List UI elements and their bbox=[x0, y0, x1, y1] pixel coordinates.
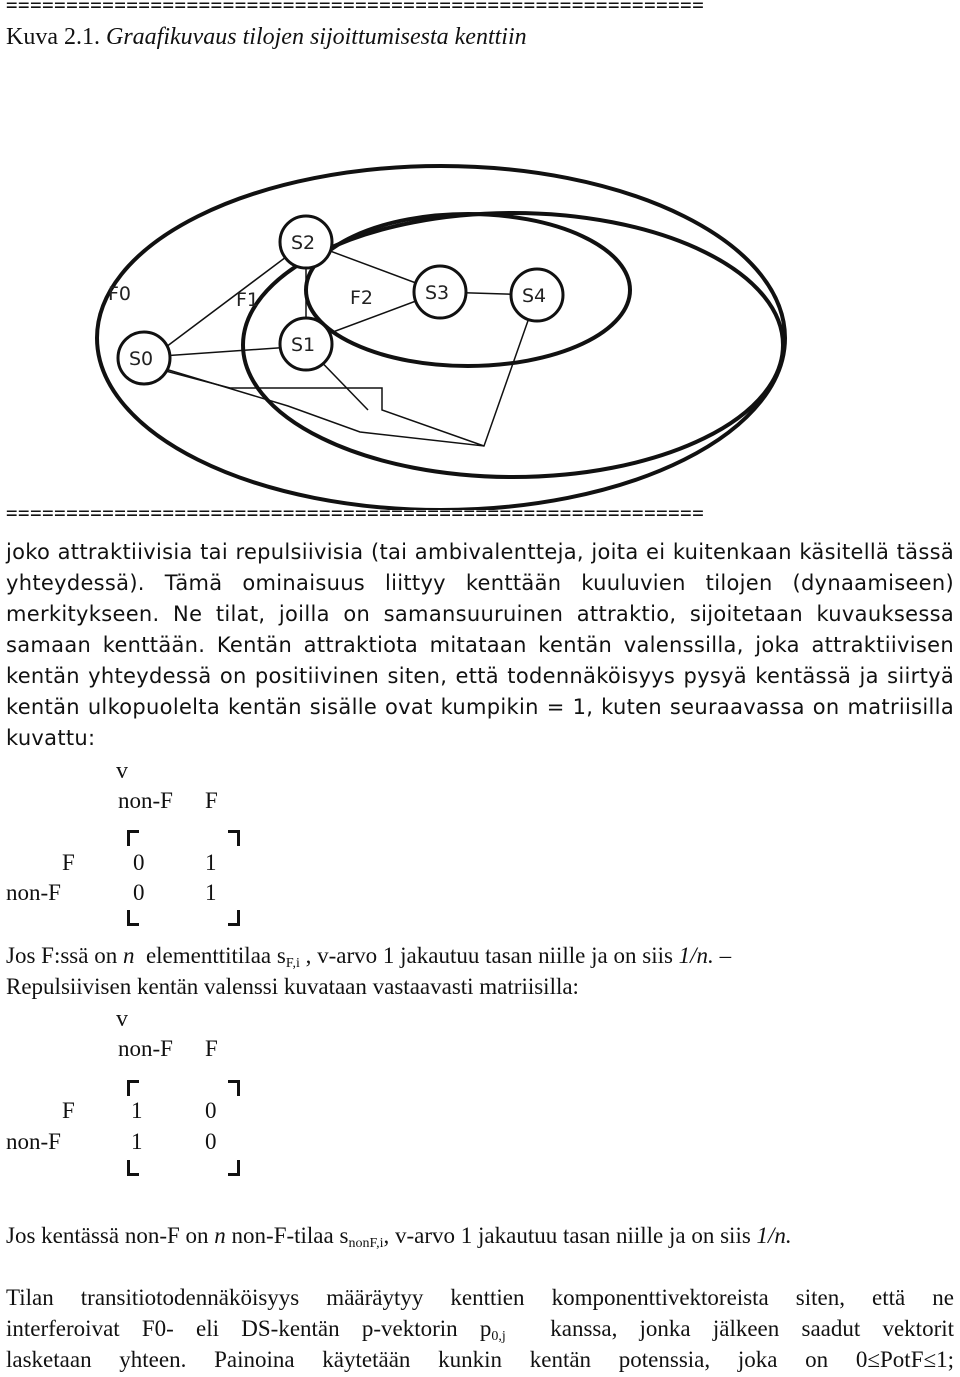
matrix-bracket bbox=[228, 1160, 240, 1176]
field-graph-figure bbox=[88, 80, 868, 510]
label-f2: F2 bbox=[350, 287, 374, 309]
text-italic: n bbox=[122, 943, 135, 968]
matrix-bracket bbox=[228, 1080, 240, 1096]
text-italic: 1/n. bbox=[678, 943, 714, 968]
matrix-bracket bbox=[127, 910, 139, 926]
label-s4: S4 bbox=[522, 285, 547, 307]
paragraph-line: kentän ulkopuolelta kentän sisälle ovat kumpikin = 1, kuten seuraavassa on matriisilla bbox=[6, 695, 954, 719]
label-f0: F0 bbox=[108, 283, 132, 305]
text-subscript: nonF,i bbox=[348, 1236, 384, 1251]
text-span: – bbox=[719, 943, 732, 968]
matrix-cell: 0 bbox=[205, 1129, 217, 1154]
matrix-row-label: F bbox=[62, 850, 75, 875]
paragraph-line: yhteydessä). Tämä ominaisuus liittyy kenttään kuuluvien tilojen (dynaamiseen) bbox=[6, 571, 954, 595]
matrix-bracket bbox=[127, 1160, 139, 1176]
matrix-cell: 1 bbox=[131, 1098, 143, 1123]
matrix-cell: 0 bbox=[133, 850, 145, 875]
paragraph-line: lasketaan yhteen. Painoina käytetään kunkin kentän potenssia, joka on 0≤PotF≤1; bbox=[6, 1347, 954, 1372]
figure-caption bbox=[6, 22, 527, 52]
caption-prefix: Kuva 2.1. bbox=[6, 24, 100, 50]
matrix-col-label: F bbox=[205, 1036, 218, 1061]
paragraph-line: kuvattu: bbox=[6, 726, 96, 750]
matrix-bracket bbox=[228, 910, 240, 926]
matrix-variable: v bbox=[116, 758, 128, 784]
text-span: , v-arvo 1 jakautuu tasan niille ja on siis bbox=[305, 943, 673, 968]
text-span: interferoivat F0- eli DS-kentän p-vektorin p bbox=[6, 1316, 492, 1341]
text-span: elementtitilaa s bbox=[145, 943, 286, 968]
text-span: non-F-tilaa s bbox=[231, 1223, 349, 1248]
matrix-row-label: non-F bbox=[6, 1129, 61, 1154]
paragraph-line bbox=[6, 1221, 792, 1259]
text-italic: 1/n. bbox=[756, 1223, 792, 1248]
paragraph-line: Tilan transitiotodennäköisyys määräytyy kenttien komponenttivektoreista siten, että ne bbox=[6, 1285, 954, 1310]
label-s2: S2 bbox=[291, 232, 316, 254]
text-span: , v-arvo 1 jakautuu tasan niille ja on siis bbox=[383, 1223, 751, 1248]
label-s1: S1 bbox=[291, 334, 316, 356]
label-s0: S0 bbox=[129, 348, 154, 370]
text-span: Jos F:ssä on bbox=[6, 943, 118, 968]
matrix-cell: 0 bbox=[205, 1098, 217, 1123]
matrix-cell: 0 bbox=[133, 880, 145, 905]
text-subscript: 0,j bbox=[491, 1329, 506, 1344]
text-span: kanssa, jonka jälkeen saadut vektorit bbox=[550, 1316, 955, 1341]
edge-s0-s4 bbox=[162, 295, 537, 446]
edge-s0-branch bbox=[162, 370, 484, 446]
matrix-col-label: non-F bbox=[118, 788, 173, 813]
paragraph-line: Repulsiivisen kentän valenssi kuvataan vastaavasti matriisilla: bbox=[6, 974, 579, 999]
matrix-row-label: non-F bbox=[6, 880, 61, 905]
paragraph-line: samaan kenttään. Kentän attraktiota mitataan kentän valenssilla, joka attraktiivisen bbox=[6, 633, 954, 657]
text-subscript: F,i bbox=[285, 956, 300, 971]
label-s3: S3 bbox=[425, 282, 450, 304]
caption-title: Graafikuvaus tilojen sijoittumisesta kenttiin bbox=[105, 24, 527, 50]
paragraph-line: kentän yhteydessä on positiivinen siten, että todennäköisyys pysyä kentässä ja siirtyä bbox=[6, 664, 954, 688]
bottom-separator: ========================================================== bbox=[6, 502, 705, 524]
matrix-col-label: F bbox=[205, 788, 218, 813]
matrix-row-label: F bbox=[62, 1098, 75, 1123]
text-span: Jos kentässä non-F on bbox=[6, 1223, 209, 1248]
top-separator: ========================================================== bbox=[6, 0, 705, 16]
matrix-bracket bbox=[228, 830, 240, 846]
matrix-cell: 1 bbox=[205, 880, 217, 905]
matrix-col-label: non-F bbox=[118, 1036, 173, 1061]
paragraph-line: merkitykseen. Ne tilat, joilla on samansuuruinen attraktio, sijoitetaan kuvauksessa bbox=[6, 602, 954, 626]
matrix-cell: 1 bbox=[205, 850, 217, 875]
matrix-bracket bbox=[127, 830, 139, 846]
paragraph-line: joko attraktiivisia tai repulsiivisia (tai ambivalentteja, joita ei kuitenkaan käsitellä tässä bbox=[6, 540, 954, 564]
label-f1: F1 bbox=[236, 289, 260, 311]
matrix-cell: 1 bbox=[131, 1129, 143, 1154]
matrix-bracket bbox=[127, 1080, 139, 1096]
matrix-variable: v bbox=[116, 1006, 128, 1032]
text-italic: n bbox=[214, 1223, 226, 1248]
